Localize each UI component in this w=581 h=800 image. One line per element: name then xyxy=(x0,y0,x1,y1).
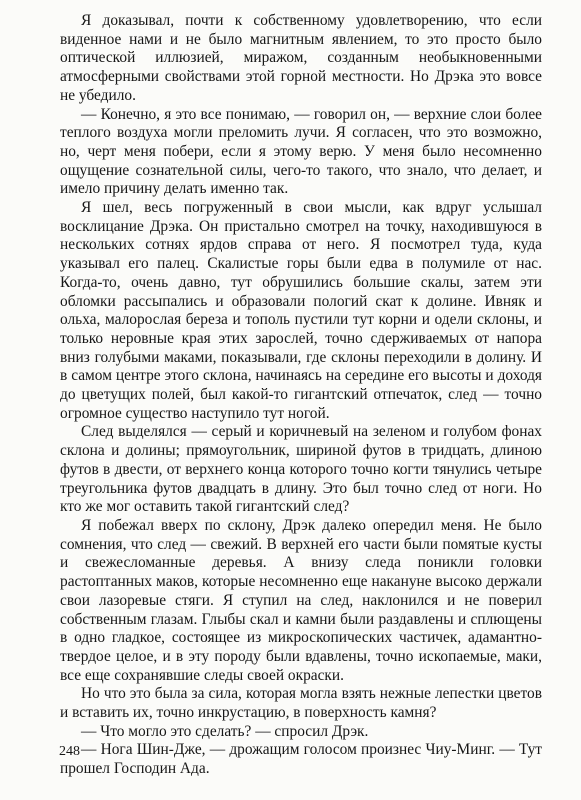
paragraph: Я побежал вверх по склону, Дрэк далеко опередил меня. Не было сомнения, что след — свежий. В верхней его части были помятые кусты и свежесломанные деревья. А внизу следа поникли головки растоптанных маков, которые несомненно еще накануне высоко держали свои лазоревые стяги. Я ступил на след, наклонился и не поверил собственным глазам. Глыбы скал и камни были раздавлены и сплющены в одно гладкое, состоящее из микроскопических частичек, адамантно-твердое целое, и в эту породу были вдавлены, точно ископаемые, маки, все еще сохранявшие следы своей окраски. xyxy=(60,516,542,684)
paragraph: — Нога Шин-Дже, — дрожащим голосом произнес Чиу-Минг. — Тут прошел Господин Ада. xyxy=(60,741,542,778)
paragraph: Я доказывал, почти к собственному удовлетворению, что если виденное нами и не было магнитным явлением, то это просто было оптической иллюзией, миражом, созданным необыкновенными атмосферными свойствами этой горной местности. Но Дрэка это вовсе не убедило. xyxy=(60,12,542,104)
paragraph: След выделялся — серый и коричневый на зеленом и голубом фонах склона и долины; прямоугольник, шириной футов в тридцать, длиною футов в двести, от верхнего конца которого точно когти тянулись четыре треугольника футов двадцать в длину. Это был точно след от ноги. Но кто же мог оставить такой гигантский след? xyxy=(60,423,542,516)
paragraph: Я шел, весь погруженный в свои мысли, как вдруг услышал восклицание Дрэка. Он пристально смотрел на точку, находившуюся в нескольких сотнях ярдов справа от него. Я посмотрел туда, куда указывал его палец. Скалистые горы были едва в полумиле от нас. Когда-то, очень давно, тут обрушились большие скалы, затем эти обломки рассыпались и образовали пологий скат к долине. Ивняк и ольха, малорослая береза и тополь пустили тут корни и одели склоны, и только неровные края этих зарослей, точно сдерживаемых от напора вниз голубыми маками, показывали, где склоны переходили в долину. И в самом центре этого склона, начинаясь на середине его высоты и доходя до цветущих полей, был какой-то гигантский отпечаток, след — точно огромное существо наступило тут ногой. xyxy=(60,199,542,422)
body-text xyxy=(60,12,542,779)
page-number: 248 xyxy=(59,744,80,759)
paragraph: — Конечно, я это все понимаю, — говорил он, — верхние слои более теплого воздуха могли преломить лучи. Я согласен, что это возможно, но, черт меня побери, если я этому верю. У меня было несомненно ощущение сознательной силы, чего-то такого, что знало, что делает, и имело причину делать именно так. xyxy=(60,105,542,198)
paragraph: — Что могло это сделать? — спросил Дрэк. xyxy=(81,722,369,740)
paragraph: Но что это была за сила, которая могла взять нежные лепестки цветов и вставить их, точно инкрустацию, в поверхность камня? xyxy=(60,685,542,722)
